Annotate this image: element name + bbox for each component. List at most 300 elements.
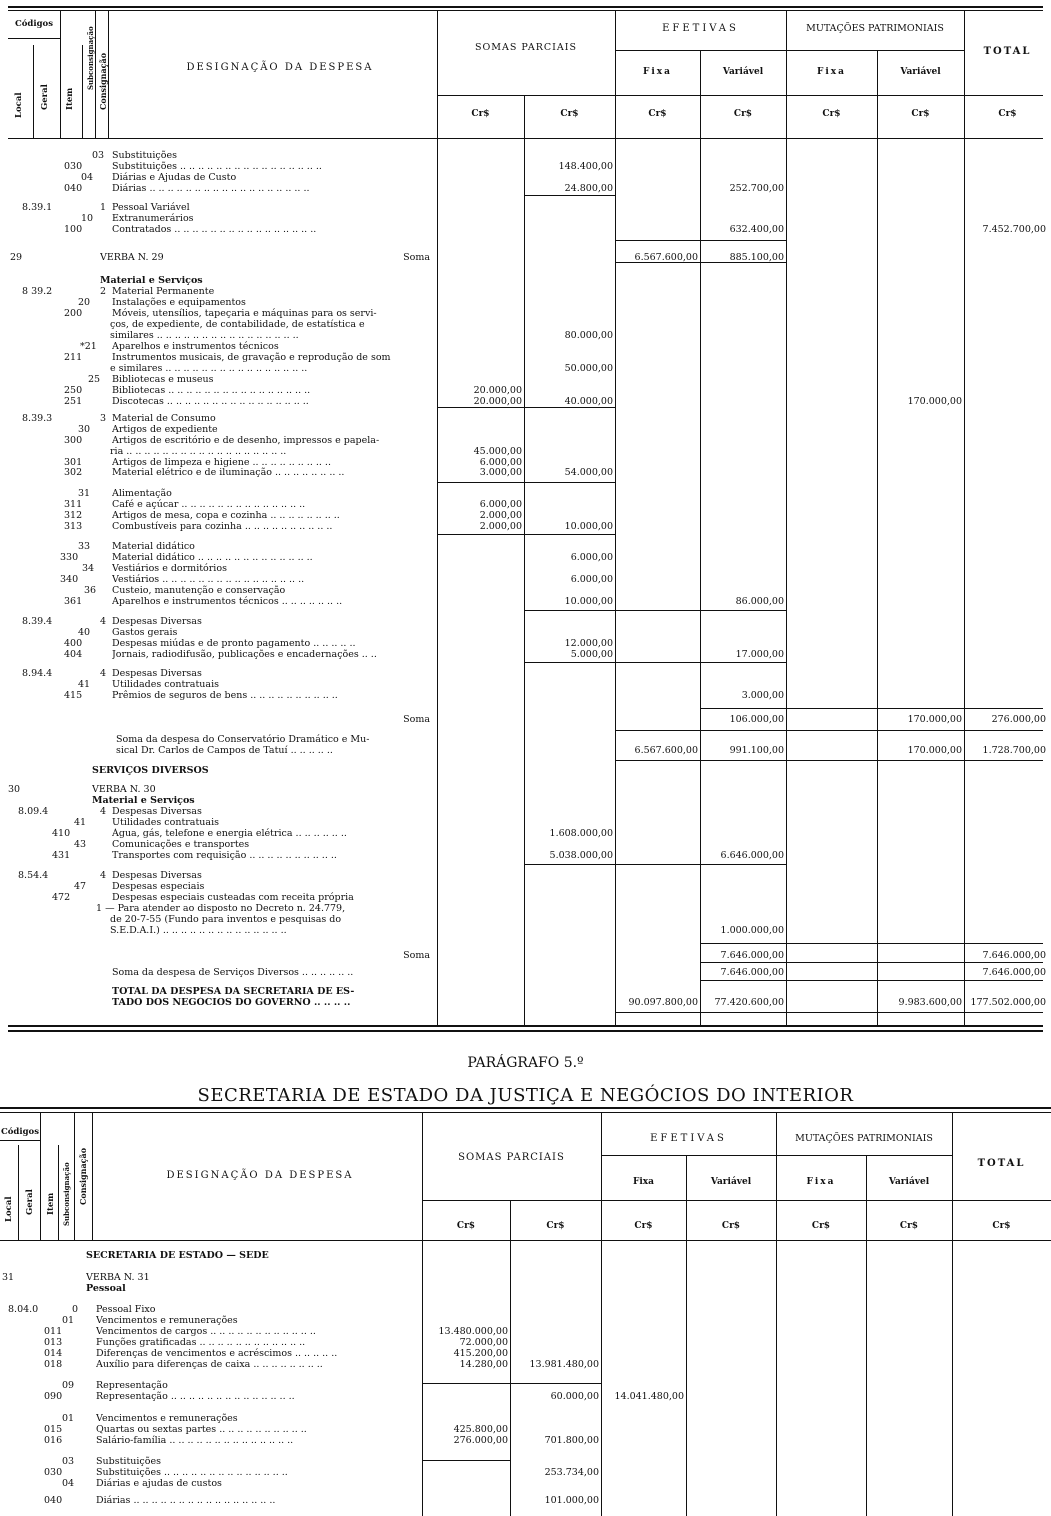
row-description: Água, gás, telefone e energia elétrica .. .. .. .. .. .. <box>112 828 347 839</box>
currency-label: Cr$ <box>546 1221 565 1231</box>
row-description: Material Permanente <box>112 286 215 297</box>
soma-label: Soma <box>403 252 430 263</box>
amount-c4: 17.000,00 <box>735 649 784 660</box>
row-description: Substituições <box>96 1456 161 1467</box>
row-code: 030 <box>64 161 83 172</box>
consignacao-label: Consignação <box>98 52 108 110</box>
paragraph-title: PARÁGRAFO 5.º <box>467 1055 584 1071</box>
row-description: Artigos de limpeza e higiene .. .. .. .. .. .. .. .. .. <box>112 457 331 468</box>
row-code: 340 <box>60 574 79 585</box>
amount-c4: 885.100,00 <box>729 252 784 263</box>
row-description: Despesas especiais <box>112 881 205 892</box>
row-code: 47 <box>74 881 87 892</box>
amount-c4: 86.000,00 <box>735 596 784 607</box>
amount-c1: 2.000,00 <box>479 521 522 532</box>
row-description: Alimentação <box>112 488 172 499</box>
variavel-mut-header: Variável <box>888 1177 930 1187</box>
amount-c7: 1.728.700,00 <box>982 745 1046 756</box>
row-code: 31 <box>78 488 91 499</box>
sum-rule <box>524 195 615 196</box>
currency-label: Cr$ <box>733 109 753 119</box>
amount-c4: 632.400,00 <box>729 224 784 235</box>
currency-label: Cr$ <box>471 109 490 119</box>
row-code: 431 <box>52 850 71 861</box>
amount-c1: 276.000,00 <box>453 1435 508 1446</box>
sum-rule <box>615 1012 1043 1013</box>
row-code: 330 <box>60 552 79 563</box>
row-description: Transportes com requisição .. .. .. .. .. .. .. .. .. .. <box>112 850 337 861</box>
codigos-rule <box>8 38 60 39</box>
amount-c1: 6.000,00 <box>479 499 522 510</box>
amount-c2: 10.000,00 <box>564 521 613 532</box>
amount-c7: 7.452.700,00 <box>982 224 1046 235</box>
row-code: *21 <box>80 341 97 352</box>
row-description: Instrumentos musicais, de gravação e reprodução de som <box>112 352 391 363</box>
col-sep-total <box>952 1112 953 1516</box>
row-description: de 20-7-55 (Fundo para inventos e pesquisas do <box>110 914 342 925</box>
fixa-header: Fixa <box>642 67 672 77</box>
row-code: 8.39.4 <box>22 616 53 627</box>
row-description: Extranumerários <box>112 213 194 224</box>
row-description: Despesas Diversas <box>112 668 202 679</box>
row-subcode: 4 <box>100 616 107 627</box>
row-description: Combustíveis para cozinha .. .. .. .. .. .. .. .. .. .. <box>112 521 333 532</box>
amount-c1: 20.000,00 <box>473 396 522 407</box>
amount-c6: 9.983.600,00 <box>898 997 962 1008</box>
col-sep-fixa <box>686 1155 687 1516</box>
row-code: 404 <box>64 649 83 660</box>
sum-rule <box>615 240 786 241</box>
row-description: Vencimentos e remunerações <box>96 1315 238 1326</box>
row-code: 302 <box>64 467 83 478</box>
currency-label: Cr$ <box>998 109 1017 119</box>
row-description: Despesas Diversas <box>112 616 202 627</box>
row-description: Custeio, manutenção e conservação <box>112 585 286 596</box>
row-subcode: 4 <box>100 668 107 679</box>
row-description: Soma da despesa de Serviços Diversos .. .. .. .. .. .. <box>112 967 354 978</box>
sum-rule <box>615 760 1043 761</box>
row-description: Diárias e ajudas de custos <box>96 1478 222 1489</box>
currency-label: Cr$ <box>822 109 841 119</box>
row-description: e similares .. .. .. .. .. .. .. .. .. .. .. .. .. .. .. .. <box>110 363 308 374</box>
row-description: Pessoal <box>86 1283 126 1294</box>
row-description: Material de Consumo <box>112 413 216 424</box>
row-subcode: 4 <box>100 806 107 817</box>
col-sep <box>74 1112 75 1240</box>
amount-c2: 5.038.000,00 <box>549 850 613 861</box>
variavel-mut-header: Variável <box>900 67 941 77</box>
row-description: Vestiários e dormitórios <box>112 563 227 574</box>
efetivas-header: EFETIVAS <box>662 23 739 34</box>
col-sep <box>60 10 61 138</box>
row-description: Pessoal Variável <box>112 202 190 213</box>
col-sep-fixa-mut <box>866 1155 867 1516</box>
currency-label: Cr$ <box>634 1221 653 1231</box>
geral-label: Geral <box>40 84 50 110</box>
header-subrule <box>615 50 964 51</box>
bottom-header-rule <box>0 1240 1051 1241</box>
currency-label: Cr$ <box>811 1221 831 1231</box>
col-sep <box>18 1145 19 1240</box>
row-description: VERBA N. 30 <box>92 784 156 795</box>
row-subcode: 0 <box>72 1304 79 1315</box>
local-label: Local <box>14 92 24 118</box>
row-description: SECRETARIA DE ESTADO — SEDE <box>86 1250 269 1261</box>
mutacoes-header: MUTAÇÕES PATRIMONIAIS <box>795 1133 933 1144</box>
row-code: 040 <box>44 1495 63 1506</box>
amount-c4: 991.100,00 <box>729 745 784 756</box>
row-description: Gastos gerais <box>112 627 178 638</box>
consignacao-label: Consignação <box>78 1147 88 1205</box>
soma-label: Soma <box>403 950 430 961</box>
row-code: 301 <box>64 457 83 468</box>
row-code: 312 <box>64 510 83 521</box>
amount-c4: 252.700,00 <box>729 183 784 194</box>
row-code: 015 <box>44 1424 63 1435</box>
amount-c6: 170.000,00 <box>907 745 962 756</box>
row-description: Despesas especiais custeadas com receita própria <box>112 892 354 903</box>
row-code: 04 <box>62 1478 75 1489</box>
row-code: 36 <box>84 585 97 596</box>
row-description: Despesas Diversas <box>112 806 202 817</box>
table-end-rule-2 <box>8 1030 1043 1032</box>
top-rule-thin <box>8 10 1043 11</box>
row-description: Salário-família .. .. .. .. .. .. .. .. .. .. .. .. .. .. <box>96 1435 294 1446</box>
amount-c1: 2.000,00 <box>479 510 522 521</box>
total-header: TOTAL <box>977 1158 1026 1169</box>
col-sep <box>40 1112 41 1240</box>
row-code: 09 <box>62 1380 75 1391</box>
row-code: 8.09.4 <box>18 806 49 817</box>
row-description: Artigos de mesa, copa e cozinha .. .. .. .. .. .. .. .. <box>112 510 340 521</box>
top-rule <box>8 6 1043 8</box>
amount-c7: 7.646.000,00 <box>982 967 1046 978</box>
fixa-mut-header: Fixa <box>816 67 846 77</box>
row-code: 41 <box>74 817 87 828</box>
amount-c2: 253.734,00 <box>544 1467 599 1478</box>
row-code: 10 <box>81 213 94 224</box>
amount-c2: 6.000,00 <box>570 552 613 563</box>
row-code: 300 <box>64 435 83 446</box>
row-code: 400 <box>64 638 83 649</box>
amount-c7: 7.646.000,00 <box>982 950 1046 961</box>
row-description: Aparelhos e instrumentos técnicos <box>112 341 279 352</box>
designacao-header: DESIGNAÇÃO DA DESPESA <box>186 62 374 73</box>
row-code: 361 <box>64 596 83 607</box>
row-description: Jornais, radiodifusão, publicações e encadernações .. .. <box>112 649 377 660</box>
row-code: 03 <box>92 150 105 161</box>
row-description: Vencimentos de cargos .. .. .. .. .. .. .. .. .. .. .. .. <box>96 1326 316 1337</box>
row-code: 8.39.1 <box>22 202 53 213</box>
row-code: 250 <box>64 385 83 396</box>
row-description: Comunicações e transportes <box>112 839 250 850</box>
row-code: 33 <box>78 541 91 552</box>
item-label: Item <box>65 87 75 110</box>
amount-c1: 3.000,00 <box>479 467 522 478</box>
row-description: Substituições .. .. .. .. .. .. .. .. .. .. .. .. .. .. .. .. <box>112 161 322 172</box>
currency-label: Cr$ <box>456 1221 476 1231</box>
amount-c4: 106.000,00 <box>729 714 784 725</box>
row-code: 8.54.4 <box>18 870 49 881</box>
amount-c1: 13.480.000,00 <box>438 1326 508 1337</box>
row-description: sical Dr. Carlos de Campos de Tatuí .. .. .. .. .. <box>116 745 333 756</box>
somas-parciais-header: SOMAS PARCIAIS <box>458 1152 565 1163</box>
row-description: Quartas ou sextas partes .. .. .. .. .. .. .. .. .. .. <box>96 1424 307 1435</box>
subconsignacao-label: Subconsignação <box>86 26 95 90</box>
row-description: Material e Serviços <box>100 275 203 286</box>
row-description: Representação <box>96 1380 168 1391</box>
amount-c6: 170.000,00 <box>907 396 962 407</box>
col-sep-fixa-mut <box>877 50 878 1025</box>
row-code: 472 <box>52 892 71 903</box>
row-description: Discotecas .. .. .. .. .. .. .. .. .. .. .. .. .. .. .. .. <box>112 396 309 407</box>
bottom-top-rule <box>0 1107 1051 1109</box>
amount-c2: 701.800,00 <box>544 1435 599 1446</box>
col-sep <box>58 1145 59 1240</box>
row-description: Soma da despesa do Conservatório Dramático e Mu- <box>116 734 370 745</box>
amount-c7: 276.000,00 <box>991 714 1046 725</box>
row-code: 251 <box>64 396 83 407</box>
amount-c2: 40.000,00 <box>564 396 613 407</box>
amount-c1: 72.000,00 <box>459 1337 508 1348</box>
row-description: Artigos de escritório e de desenho, impressos e papela- <box>112 435 380 446</box>
local-label: Local <box>4 1196 14 1222</box>
row-code: 311 <box>64 499 83 510</box>
amount-c4: 3.000,00 <box>741 690 784 701</box>
row-code: 410 <box>52 828 71 839</box>
header-currency-rule <box>422 1200 1051 1201</box>
fixa-header: Fixa <box>632 1177 654 1187</box>
currency-label: Cr$ <box>899 1221 919 1231</box>
row-code: 01 <box>62 1315 75 1326</box>
codigos-label: Códigos <box>14 19 53 29</box>
row-description: Substituições .. .. .. .. .. .. .. .. .. .. .. .. .. .. <box>96 1467 288 1478</box>
amount-c4: 7.646.000,00 <box>720 950 784 961</box>
row-code: 34 <box>82 563 95 574</box>
row-description: Artigos de expediente <box>112 424 218 435</box>
col-sep-total <box>964 10 965 1025</box>
row-description: Material e Serviços <box>92 795 195 806</box>
amount-c1: 6.000,00 <box>479 457 522 468</box>
col-sep-designacao <box>422 1112 423 1516</box>
col-sep-mutacoes <box>776 1112 777 1516</box>
row-description: Vencimentos e remunerações <box>96 1413 238 1424</box>
row-description: Diferenças de vencimentos e acréscimos .. .. .. .. .. <box>96 1348 338 1359</box>
amount-c6: 170.000,00 <box>907 714 962 725</box>
sum-rule <box>437 407 615 408</box>
row-code: 040 <box>64 183 83 194</box>
sum-rule <box>524 864 786 865</box>
row-description: Material elétrico e de iluminação .. .. .. .. .. .. .. .. <box>112 467 345 478</box>
sum-rule <box>700 962 1043 963</box>
row-description: Utilidades contratuais <box>112 817 219 828</box>
row-description: Prêmios de seguros de bens .. .. .. .. .. .. .. .. .. .. <box>112 690 338 701</box>
amount-c2: 13.981.480,00 <box>529 1359 599 1370</box>
currency-label: Cr$ <box>992 1221 1011 1231</box>
sum-rule <box>700 708 1043 709</box>
amount-c1: 415.200,00 <box>453 1348 508 1359</box>
codigos-label: Códigos <box>0 1127 39 1137</box>
row-code: 030 <box>44 1467 63 1478</box>
row-code: 8.39.3 <box>22 413 53 424</box>
row-description: Bibliotecas e museus <box>112 374 214 385</box>
header-currency-rule <box>437 95 1043 96</box>
amount-c4: 7.646.000,00 <box>720 967 784 978</box>
sum-rule <box>437 534 615 535</box>
row-code: 03 <box>62 1456 75 1467</box>
amount-c3: 90.097.800,00 <box>628 997 698 1008</box>
currency-label: Cr$ <box>560 109 579 119</box>
row-description: Móveis, utensílios, tapeçaria e máquinas para os servi- <box>112 308 377 319</box>
designacao-header: DESIGNAÇÃO DA DESPESA <box>166 1170 354 1181</box>
row-description: Funções gratificadas .. .. .. .. .. .. .. .. .. .. .. .. <box>96 1337 306 1348</box>
row-description: Utilidades contratuais <box>112 679 219 690</box>
row-description: Aparelhos e instrumentos técnicos .. .. .. .. .. .. .. <box>112 596 343 607</box>
fixa-mut-header: Fixa <box>806 1177 836 1187</box>
bottom-top-rule-thin <box>0 1112 1051 1113</box>
row-description: ria .. .. .. .. .. .. .. .. .. .. .. .. .. .. .. .. .. .. <box>110 446 287 457</box>
sum-rule <box>422 1383 601 1384</box>
amount-c2: 60.000,00 <box>550 1391 599 1402</box>
row-description: Diárias e Ajudas de Custo <box>112 172 237 183</box>
row-code: 31 <box>2 1272 15 1283</box>
amount-c2: 148.400,00 <box>558 161 613 172</box>
row-code: 20 <box>78 297 91 308</box>
row-description: Vestiários .. .. .. .. .. .. .. .. .. .. .. .. .. .. .. .. <box>112 574 305 585</box>
row-description: Despesas Diversas <box>112 870 202 881</box>
row-code: 29 <box>10 252 23 263</box>
somas-parciais-header: SOMAS PARCIAIS <box>474 42 578 53</box>
geral-label: Geral <box>25 1189 35 1215</box>
row-code: 04 <box>81 172 94 183</box>
col-sep-fixa <box>700 50 701 1025</box>
row-description: SERVIÇOS DIVERSOS <box>92 765 209 776</box>
row-code: 090 <box>44 1391 63 1402</box>
row-code: 41 <box>78 679 91 690</box>
amount-c2: 24.800,00 <box>564 183 613 194</box>
row-description: 1 — Para atender ao disposto no Decreto n. 24.779, <box>96 903 346 914</box>
amount-c3: 6.567.600,00 <box>634 252 698 263</box>
amount-c4: 77.420.600,00 <box>714 997 784 1008</box>
amount-c4: 1.000.000,00 <box>720 925 784 936</box>
amount-c4: 6.646.000,00 <box>720 850 784 861</box>
row-code: 100 <box>64 224 83 235</box>
currency-label: Cr$ <box>721 1221 741 1231</box>
col-sep <box>82 45 83 138</box>
sum-rule <box>700 980 1043 981</box>
total-header: TOTAL <box>983 46 1032 57</box>
col-sep-mutacoes <box>786 10 787 1025</box>
row-description: Instalações e equipamentos <box>112 297 246 308</box>
col-sep-efetivas <box>601 1112 602 1516</box>
efetivas-header: EFETIVAS <box>650 1133 727 1144</box>
amount-c1: 425.800,00 <box>453 1424 508 1435</box>
variavel-header: Variável <box>722 67 764 77</box>
row-subcode: 1 <box>100 202 107 213</box>
sum-rule <box>524 610 786 611</box>
subconsignacao-label: Subconsignação <box>62 1162 71 1226</box>
col-sep-efetivas <box>615 10 616 1025</box>
amount-c7: 177.502.000,00 <box>970 997 1046 1008</box>
row-code: 013 <box>44 1337 63 1348</box>
amount-c2: 80.000,00 <box>564 330 613 341</box>
row-description: similares .. .. .. .. .. .. .. .. .. .. .. .. .. .. .. .. <box>110 330 299 341</box>
row-code: 40 <box>78 627 91 638</box>
row-description: Substituições <box>112 150 177 161</box>
row-description: S.E.D.A.I.) .. .. .. .. .. .. .. .. .. .. .. .. .. .. <box>110 925 287 936</box>
amount-c1: 20.000,00 <box>473 385 522 396</box>
row-description: Contratados .. .. .. .. .. .. .. .. .. .. .. .. .. .. .. .. <box>112 224 317 235</box>
row-description: Diárias .. .. .. .. .. .. .. .. .. .. .. .. .. .. .. .. .. .. <box>112 183 310 194</box>
row-description: Material didático .. .. .. .. .. .. .. .. .. .. .. .. .. <box>112 552 313 563</box>
amount-c2: 54.000,00 <box>564 467 613 478</box>
row-description: TADO DOS NEGÓCIOS DO GOVERNO .. .. .. .. <box>112 997 351 1008</box>
col-sep <box>92 1112 93 1240</box>
amount-c1: 14.280,00 <box>459 1359 508 1370</box>
section-title: SECRETARIA DE ESTADO DA JUSTIÇA E NEGÓCIOS DO INTERIOR <box>197 1085 854 1106</box>
row-subcode: 2 <box>100 286 107 297</box>
sum-rule <box>524 662 786 663</box>
row-description: Café e açúcar .. .. .. .. .. .. .. .. .. .. .. .. .. .. <box>112 499 306 510</box>
variavel-header: Variável <box>710 1177 752 1187</box>
row-code: 30 <box>8 784 21 795</box>
amount-c2: 10.000,00 <box>564 596 613 607</box>
header-subrule <box>601 1155 952 1156</box>
amount-c3: 14.041.480,00 <box>614 1391 684 1402</box>
row-description: Material didático <box>112 541 195 552</box>
mutacoes-header: MUTAÇÕES PATRIMONIAIS <box>806 23 944 34</box>
table-end-rule <box>8 1025 1043 1027</box>
col-sep <box>33 45 34 138</box>
row-description: ços, de expediente, de contabilidade, de estatística e <box>110 319 365 330</box>
header-bottom-rule <box>8 138 1043 139</box>
row-code: 200 <box>64 308 83 319</box>
sum-rule <box>615 730 1043 731</box>
row-description: TOTAL DA DESPESA DA SECRETARIA DE ES- <box>112 986 355 997</box>
amount-c2: 5.000,00 <box>570 649 613 660</box>
col-sep <box>95 10 96 138</box>
row-description: Despesas miúdas e de pronto pagamento .. .. .. .. .. <box>112 638 356 649</box>
col-sep <box>108 10 109 138</box>
row-subcode: 3 <box>100 413 107 424</box>
row-description: Diárias .. .. .. .. .. .. .. .. .. .. .. .. .. .. .. .. <box>96 1495 276 1506</box>
row-description: Bibliotecas .. .. .. .. .. .. .. .. .. .. .. .. .. .. .. .. <box>112 385 311 396</box>
row-code: 415 <box>64 690 83 701</box>
amount-c1: 45.000,00 <box>473 446 522 457</box>
currency-label: Cr$ <box>911 109 930 119</box>
sum-rule <box>700 943 1043 944</box>
row-code: 313 <box>64 521 83 532</box>
row-description: Pessoal Fixo <box>96 1304 156 1315</box>
row-code: 211 <box>64 352 83 363</box>
row-code: 25 <box>88 374 101 385</box>
amount-c2: 50.000,00 <box>564 363 613 374</box>
row-code: 01 <box>62 1413 75 1424</box>
row-code: 011 <box>44 1326 63 1337</box>
row-description: VERBA N. 29 <box>100 252 164 263</box>
amount-c2: 101.000,00 <box>544 1495 599 1506</box>
row-code: 8 39.2 <box>22 286 53 297</box>
row-code: 016 <box>44 1435 63 1446</box>
row-code: 30 <box>78 424 91 435</box>
row-subcode: 4 <box>100 870 107 881</box>
amount-c2: 1.608.000,00 <box>549 828 613 839</box>
row-code: 8.04.0 <box>8 1304 39 1315</box>
item-label: Item <box>46 1192 56 1215</box>
soma-label: Soma <box>403 714 430 725</box>
row-code: 018 <box>44 1359 63 1370</box>
row-code: 014 <box>44 1348 63 1359</box>
